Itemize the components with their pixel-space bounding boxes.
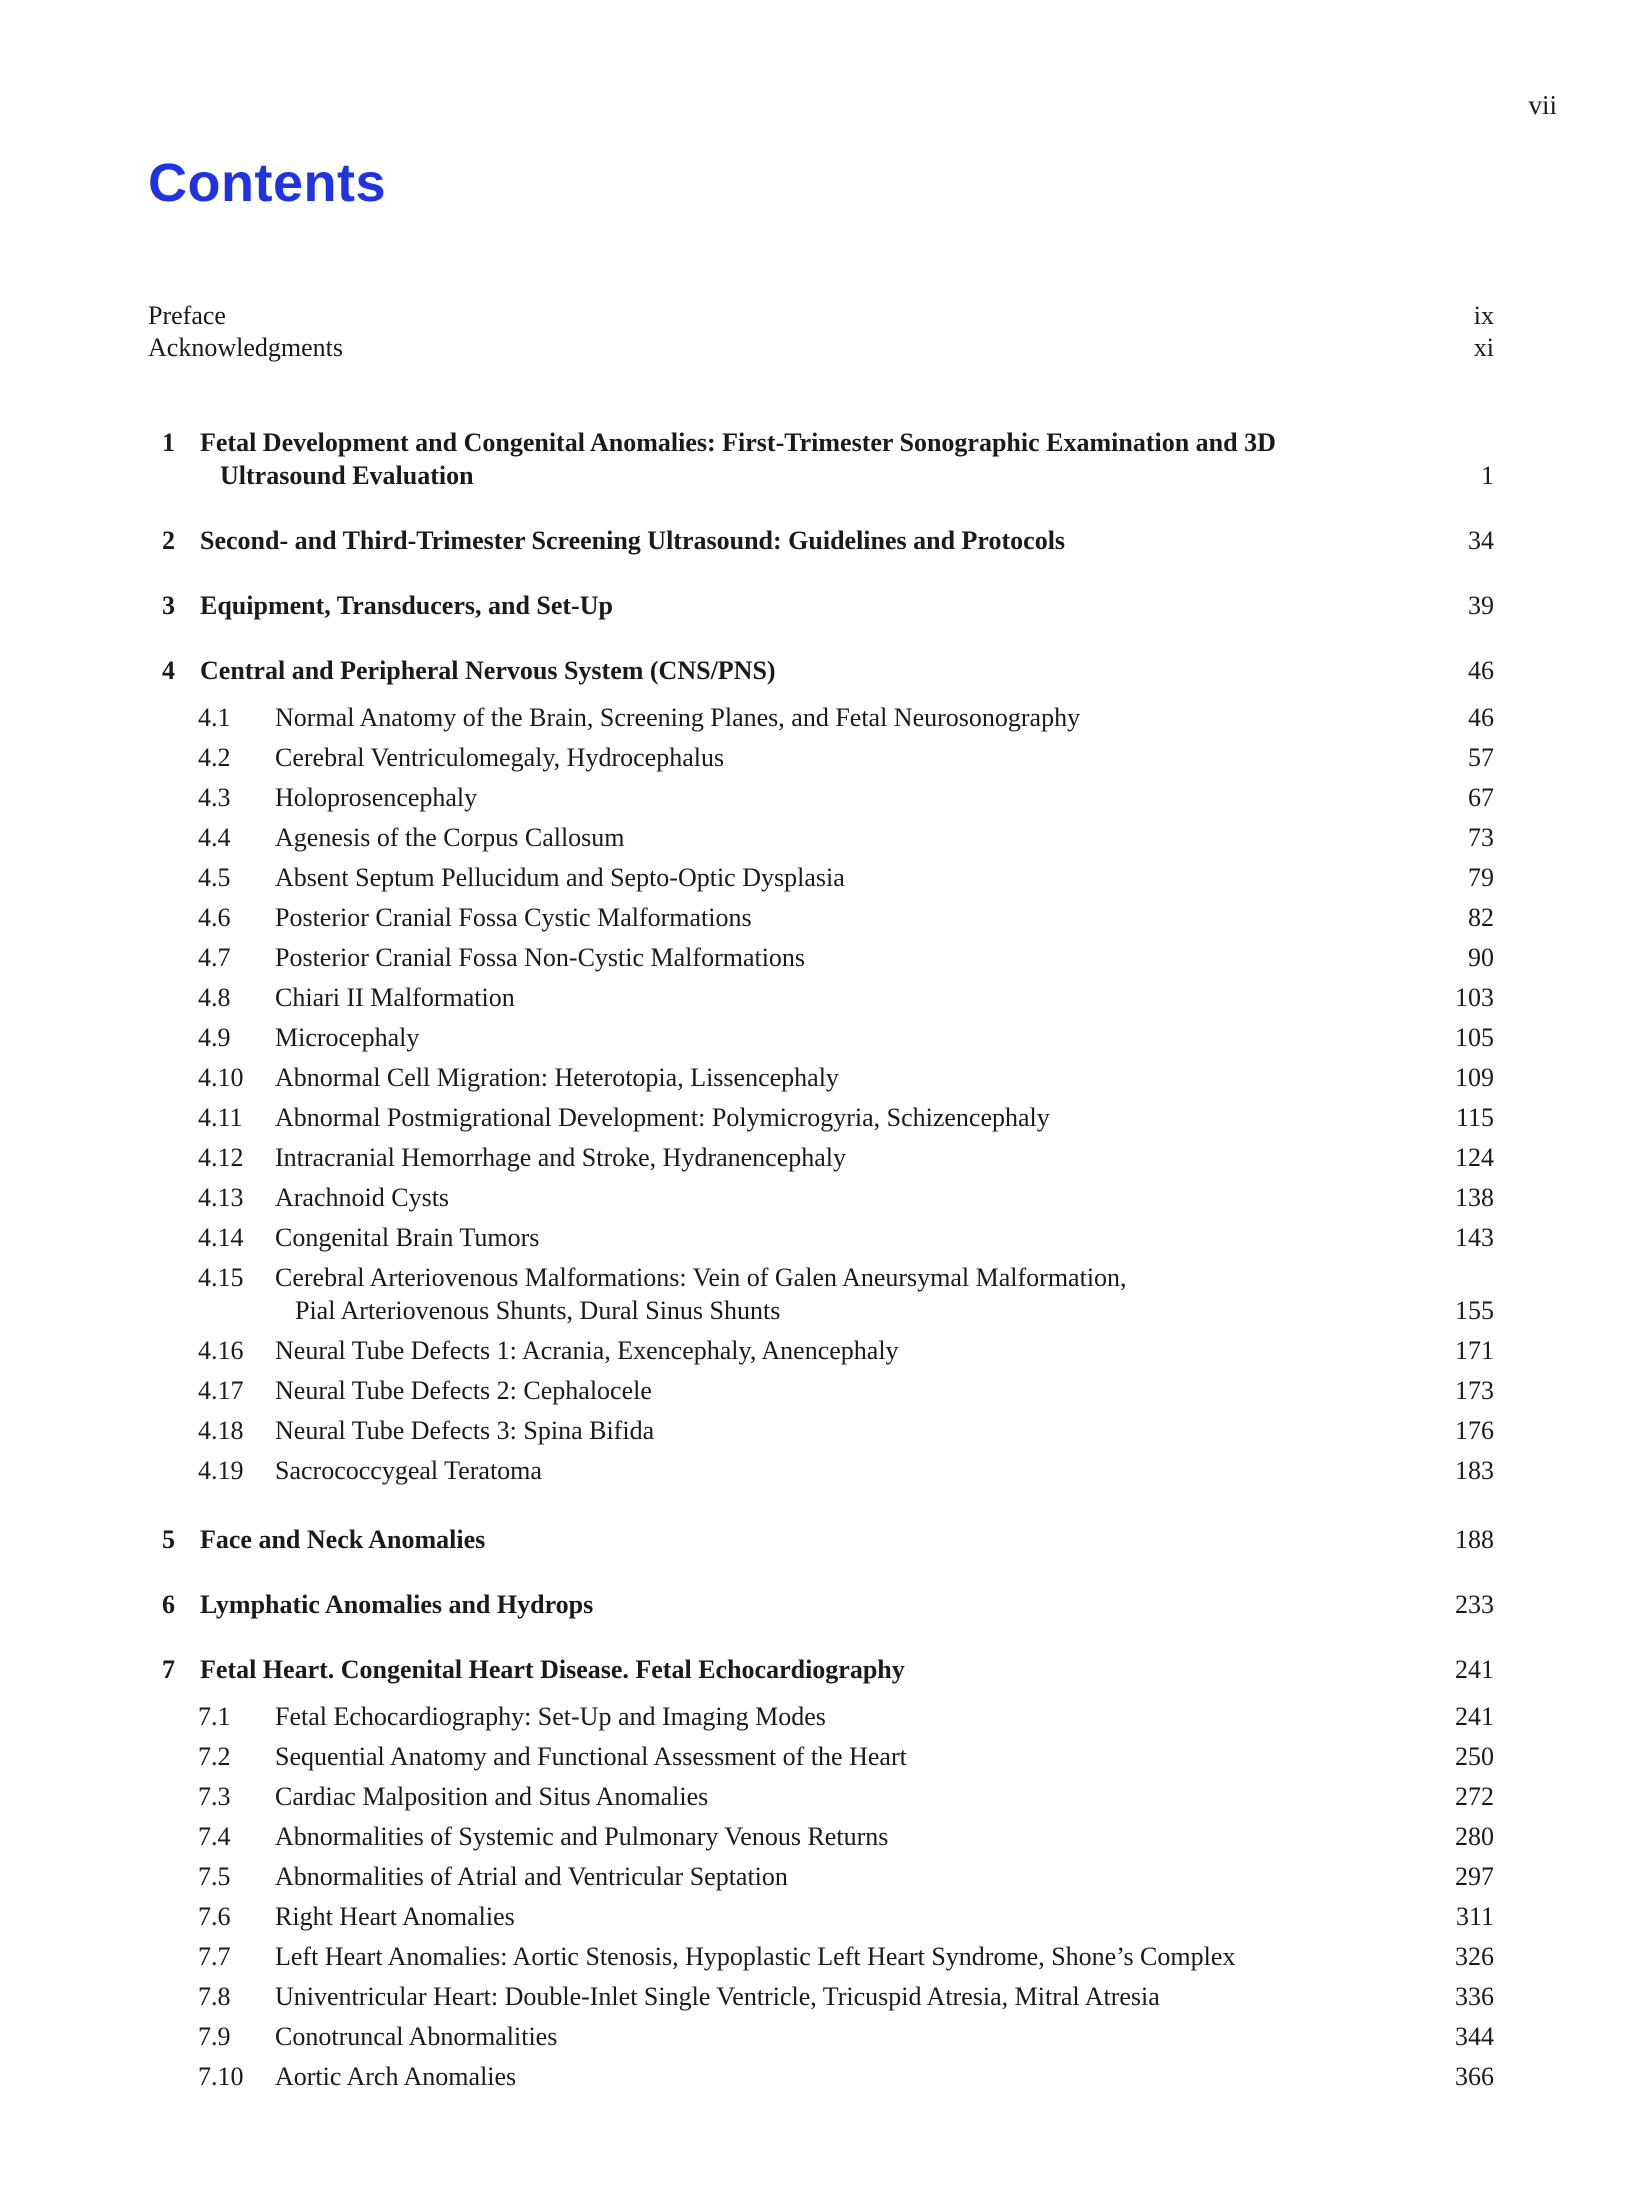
chapter-number: 3 [162,591,175,620]
chapter-title [148,524,1400,557]
section-page: 183 [1455,1456,1494,1485]
section-page: 103 [1455,983,1494,1012]
section-title [148,1860,1335,1893]
section-number: 4.18 [198,1416,244,1445]
table-of-contents [148,300,1494,2093]
chapter-title [148,1588,1400,1621]
chapter-title-line: Ultrasound Evaluation [220,461,474,490]
section-number: 7.9 [198,2022,231,2051]
section-number: 4.17 [198,1376,244,1405]
section-title [148,781,1335,814]
section-page: 115 [1455,1103,1494,1132]
section-entry[interactable] [148,1454,1494,1487]
section-title-line: Agenesis of the Corpus Callosum [275,823,625,852]
section-title-line: Pial Arteriovenous Shunts, Dural Sinus Shunts [295,1296,781,1325]
section-entry[interactable] [148,821,1494,854]
section-title-line: Posterior Cranial Fossa Cystic Malformations [275,903,752,932]
section-page: 57 [1468,743,1494,772]
section-page: 344 [1455,2022,1494,2051]
section-title-line: Intracranial Hemorrhage and Stroke, Hydranencephaly [275,1143,847,1172]
section-number: 4.8 [198,983,231,1012]
section-entry[interactable] [148,1780,1494,1813]
section-entry[interactable] [148,1700,1494,1733]
section-entry[interactable] [148,901,1494,934]
section-title [148,901,1335,934]
section-title [148,821,1335,854]
chapter-title [148,654,1400,687]
section-title [148,981,1335,1014]
section-entry[interactable] [148,1334,1494,1367]
section-page: 280 [1455,1822,1494,1851]
chapter-title-line: Equipment, Transducers, and Set-Up [200,591,613,620]
chapter-entry[interactable] [148,654,1494,687]
section-title [148,1101,1335,1134]
section-title-line: Arachnoid Cysts [275,1183,450,1212]
section-entry[interactable] [148,1900,1494,1933]
front-matter-page: ix [1473,301,1494,330]
section-entry[interactable] [148,741,1494,774]
section-number: 7.4 [198,1822,231,1851]
section-title-line: Normal Anatomy of the Brain, Screening Planes, and Fetal Neurosonography [275,703,1081,732]
section-number: 4.10 [198,1063,244,1092]
section-page: 326 [1455,1942,1494,1971]
section-title [148,1980,1335,2013]
section-title-line: Abnormal Postmigrational Development: Polymicrogyria, Schizencephaly [275,1103,1050,1132]
section-title [148,1334,1335,1367]
section-number: 4.15 [198,1263,244,1292]
section-title-line: Microcephaly [275,1023,420,1052]
chapter-page: 46 [1468,656,1494,685]
section-title-line: Neural Tube Defects 2: Cephalocele [275,1376,652,1405]
section-page: 90 [1468,943,1494,972]
section-title-line: Cardiac Malposition and Situs Anomalies [275,1782,709,1811]
section-page: 250 [1455,1742,1494,1771]
section-entry[interactable] [148,1860,1494,1893]
chapter-title [148,1653,1400,1686]
chapter-page: 241 [1455,1655,1494,1684]
section-entry[interactable] [148,1021,1494,1054]
chapter-number: 7 [162,1655,175,1684]
section-title [148,2060,1335,2093]
chapter-title-line: Face and Neck Anomalies [200,1525,486,1554]
section-title-line: Univentricular Heart: Double-Inlet Single Ventricle, Tricuspid Atresia, Mitral Atresia [275,1982,1160,2011]
section-title-line: Cerebral Ventriculomegaly, Hydrocephalus [275,743,725,772]
section-number: 4.14 [198,1223,244,1252]
section-title-line: Right Heart Anomalies [275,1902,515,1931]
section-entry[interactable] [148,781,1494,814]
section-entry[interactable] [148,1740,1494,1773]
chapter-entry[interactable] [148,1588,1494,1621]
section-page: 105 [1455,1023,1494,1052]
section-title [148,1780,1335,1813]
section-number: 4.12 [198,1143,244,1172]
front-matter-list [148,300,1494,364]
section-title [148,1454,1335,1487]
section-title [148,1740,1335,1773]
chapter-page: 188 [1455,1525,1494,1554]
section-page: 124 [1455,1143,1494,1172]
section-number: 7.8 [198,1982,231,2011]
chapter-entry[interactable] [148,1653,1494,1686]
section-number: 4.1 [198,703,231,732]
section-page: 79 [1468,863,1494,892]
section-title [148,701,1335,734]
section-title [148,1374,1335,1407]
section-page: 109 [1455,1063,1494,1092]
section-number: 4.11 [198,1103,243,1132]
section-number: 7.1 [198,1702,231,1731]
section-number: 4.5 [198,863,231,892]
section-entry[interactable] [148,1820,1494,1853]
chapter-entry[interactable] [148,426,1494,492]
section-title-line: Chiari II Malformation [275,983,515,1012]
chapter-number: 2 [162,526,175,555]
section-title [148,1900,1335,1933]
section-entry[interactable] [148,1374,1494,1407]
section-title-line: Absent Septum Pellucidum and Septo-Optic Dysplasia [275,863,845,892]
section-title-line: Neural Tube Defects 3: Spina Bifida [275,1416,655,1445]
section-entry[interactable] [148,981,1494,1014]
section-page: 67 [1468,783,1494,812]
front-matter-page: xi [1473,333,1494,362]
section-number: 7.5 [198,1862,231,1891]
section-page: 143 [1455,1223,1494,1252]
section-title [148,1820,1335,1853]
section-entry[interactable] [148,1261,1494,1327]
chapter-title-line: Fetal Development and Congenital Anomalies: First-Trimester Sonographic Examination and 3D [200,428,1276,457]
section-page: 82 [1468,903,1494,932]
section-entry[interactable] [148,1101,1494,1134]
section-title-line: Left Heart Anomalies: Aortic Stenosis, Hypoplastic Left Heart Syndrome, Shone’s Complex [275,1942,1236,1971]
section-number: 4.7 [198,943,231,972]
section-entry[interactable] [148,2060,1494,2093]
section-title [148,2020,1335,2053]
section-title-line: Cerebral Arteriovenous Malformations: Vein of Galen Aneursymal Malformation, [275,1263,1127,1292]
chapter-title [148,589,1400,622]
section-entry[interactable] [148,701,1494,734]
section-title [148,1061,1335,1094]
page-title: Contents [148,153,386,213]
section-entry[interactable] [148,1980,1494,2013]
section-number: 4.4 [198,823,231,852]
section-entry[interactable] [148,1181,1494,1214]
front-matter-item[interactable] [148,332,1494,364]
section-title [148,1021,1335,1054]
section-page: 241 [1455,1702,1494,1731]
chapter-title-line: Lymphatic Anomalies and Hydrops [200,1590,594,1619]
section-number: 7.3 [198,1782,231,1811]
section-title [148,1700,1335,1733]
section-title [148,1221,1335,1254]
front-matter-title: Preface [148,301,226,330]
section-number: 7.2 [198,1742,231,1771]
front-matter-title: Acknowledgments [148,333,343,362]
section-number: 7.6 [198,1902,231,1931]
section-title-line: Sacrococcygeal Teratoma [275,1456,542,1485]
section-title-line: Fetal Echocardiography: Set-Up and Imaging Modes [275,1702,826,1731]
section-entry[interactable] [148,1414,1494,1447]
section-page: 272 [1455,1782,1494,1811]
section-page: 46 [1468,703,1494,732]
chapter-entry[interactable] [148,1523,1494,1556]
section-title [148,1261,1335,1327]
chapter-number: 6 [162,1590,175,1619]
chapter-number: 4 [162,656,175,685]
chapter-page: 1 [1481,461,1494,490]
section-page: 311 [1455,1902,1494,1931]
chapter-number: 5 [162,1525,175,1554]
section-title [148,1414,1335,1447]
section-page: 73 [1468,823,1494,852]
section-title [148,861,1335,894]
chapter-list [148,426,1494,2093]
chapter-title-line: Second- and Third-Trimester Screening Ultrasound: Guidelines and Protocols [200,526,1066,555]
section-title-line: Posterior Cranial Fossa Non-Cystic Malformations [275,943,806,972]
section-entry[interactable] [148,1061,1494,1094]
section-title [148,1940,1335,1973]
section-page: 155 [1455,1296,1494,1325]
section-title [148,1181,1335,1214]
chapter-title-line: Central and Peripheral Nervous System (CNS/PNS) [200,656,776,685]
section-title [148,941,1335,974]
chapter-page: 34 [1468,526,1494,555]
section-entry[interactable] [148,861,1494,894]
section-number: 4.6 [198,903,231,932]
chapter-page: 233 [1455,1590,1494,1619]
section-number: 4.9 [198,1023,231,1052]
section-entry[interactable] [148,2020,1494,2053]
section-number: 7.10 [198,2062,244,2091]
section-title-line: Aortic Arch Anomalies [275,2062,517,2091]
chapter-number: 1 [162,428,175,457]
section-page: 336 [1455,1982,1494,2011]
page-number: vii [1528,90,1557,120]
section-page: 297 [1455,1862,1494,1891]
section-title-line: Conotruncal Abnormalities [275,2022,558,2051]
section-entry[interactable] [148,1141,1494,1174]
section-entry[interactable] [148,1940,1494,1973]
section-entry[interactable] [148,1221,1494,1254]
section-title-line: Abnormal Cell Migration: Heterotopia, Lissencephaly [275,1063,839,1092]
section-title [148,741,1335,774]
section-title-line: Neural Tube Defects 1: Acrania, Exencephaly, Anencephaly [275,1336,899,1365]
chapter-page: 39 [1468,591,1494,620]
section-number: 7.7 [198,1942,231,1971]
section-page: 173 [1455,1376,1494,1405]
front-matter-item[interactable] [148,300,1494,332]
section-number: 4.19 [198,1456,244,1485]
section-number: 4.16 [198,1336,244,1365]
chapter-title [148,1523,1400,1556]
section-number: 4.2 [198,743,231,772]
section-entry[interactable] [148,941,1494,974]
section-title-line: Congenital Brain Tumors [275,1223,540,1252]
section-title-line: Sequential Anatomy and Functional Assessment of the Heart [275,1742,907,1771]
section-title-line: Abnormalities of Atrial and Ventricular Septation [275,1862,788,1891]
section-title [148,1141,1335,1174]
section-page: 366 [1455,2062,1494,2091]
chapter-entry[interactable] [148,589,1494,622]
section-page: 171 [1455,1336,1494,1365]
section-number: 4.13 [198,1183,244,1212]
section-number: 4.3 [198,783,231,812]
section-title-line: Abnormalities of Systemic and Pulmonary Venous Returns [275,1822,889,1851]
chapter-title [148,426,1400,492]
chapter-entry[interactable] [148,524,1494,557]
section-title-line: Holoprosencephaly [275,783,478,812]
section-page: 176 [1455,1416,1494,1445]
section-page: 138 [1455,1183,1494,1212]
chapter-title-line: Fetal Heart. Congenital Heart Disease. Fetal Echocardiography [200,1655,905,1684]
